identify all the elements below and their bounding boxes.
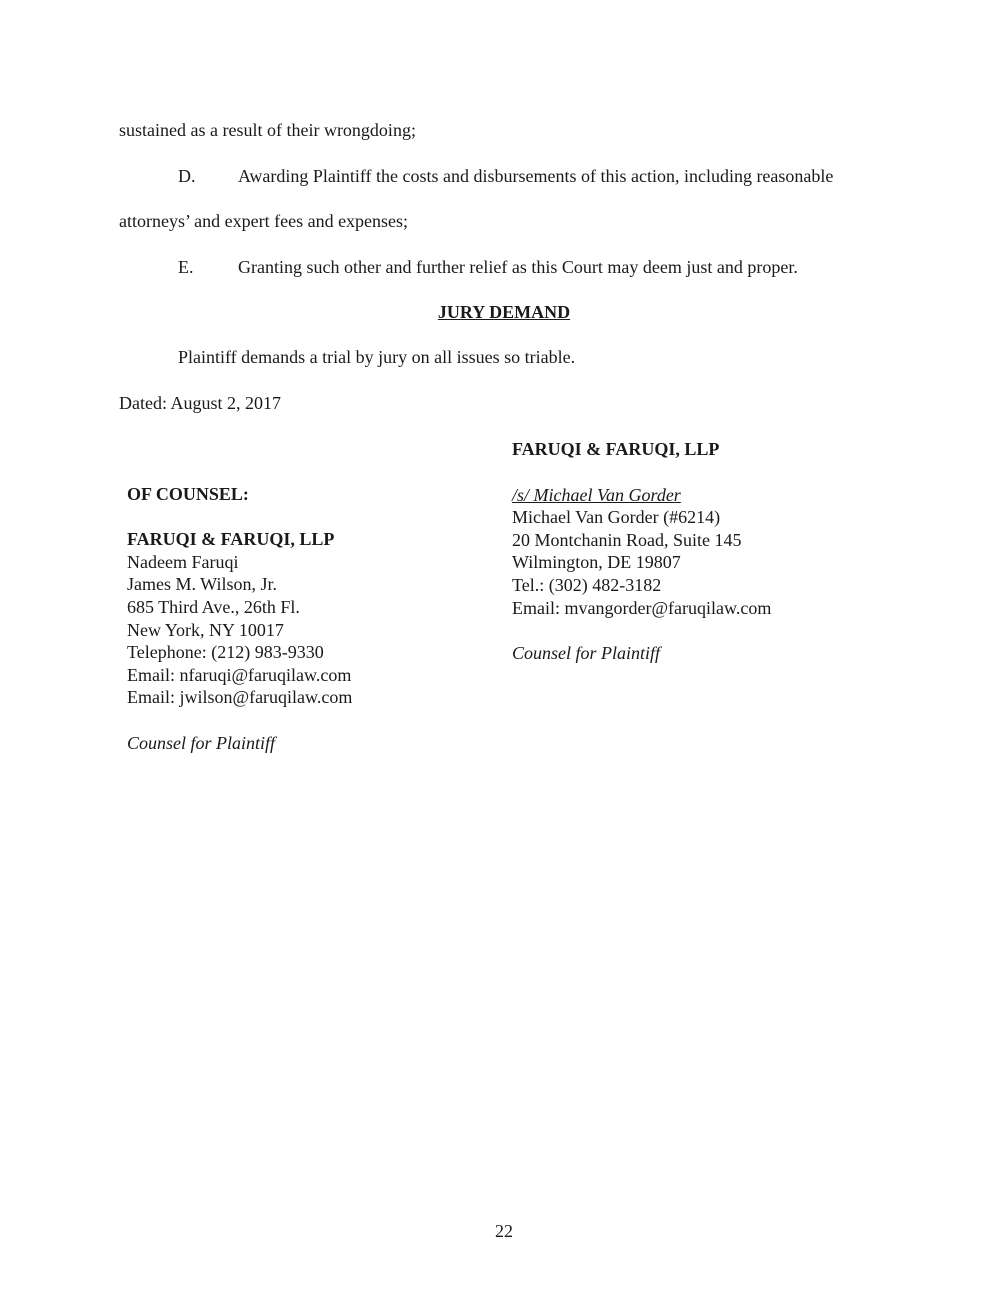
- right-block-line: Tel.: (302) 482-3182: [512, 574, 662, 595]
- body-line-continuation: sustained as a result of their wrongdoing;: [119, 120, 416, 140]
- dated-line: Dated: August 2, 2017: [119, 393, 281, 413]
- right-block-line: Wilmington, DE 19807: [512, 552, 681, 573]
- left-block-line: Telephone: (212) 983-9330: [127, 642, 324, 663]
- left-block-line: Email: jwilson@faruqilaw.com: [127, 687, 353, 708]
- item-d-text: Awarding Plaintiff the costs and disbursements of this action, including reasonable: [238, 166, 834, 186]
- signature-line: /s/ Michael Van Gorder: [512, 484, 681, 505]
- item-e-text: Granting such other and further relief as this Court may deem just and proper.: [238, 257, 798, 277]
- item-d-letter: D.: [178, 166, 196, 186]
- item-e-letter: E.: [178, 257, 194, 277]
- right-signature-block: [512, 438, 771, 664]
- jury-demand-heading: JURY DEMAND: [437, 302, 571, 322]
- right-counsel-role: Counsel for Plaintiff: [512, 642, 661, 663]
- page-number: 22: [495, 1221, 513, 1241]
- right-block-line: Email: mvangorder@faruqilaw.com: [512, 597, 772, 618]
- right-firm-name: FARUQI & FARUQI, LLP: [512, 439, 720, 459]
- item-d-continuation: attorneys’ and expert fees and expenses;: [119, 211, 409, 231]
- left-block-line: James M. Wilson, Jr.: [127, 574, 277, 595]
- right-block-line: 20 Montchanin Road, Suite 145: [512, 529, 742, 550]
- jury-demand-text: Plaintiff demands a trial by jury on all issues so triable.: [178, 347, 576, 367]
- left-block-line: New York, NY 10017: [127, 619, 284, 640]
- left-block-line: Nadeem Faruqi: [127, 551, 239, 572]
- left-firm-name: FARUQI & FARUQI, LLP: [127, 529, 335, 550]
- left-counsel-role: Counsel for Plaintiff: [127, 732, 276, 753]
- of-counsel-label: OF COUNSEL:: [127, 484, 249, 504]
- right-block-line: Michael Van Gorder (#6214): [512, 507, 721, 528]
- left-block-line: 685 Third Ave., 26th Fl.: [127, 596, 300, 617]
- left-block-line: Email: nfaruqi@faruqilaw.com: [127, 664, 352, 685]
- left-of-counsel-block: [127, 483, 352, 754]
